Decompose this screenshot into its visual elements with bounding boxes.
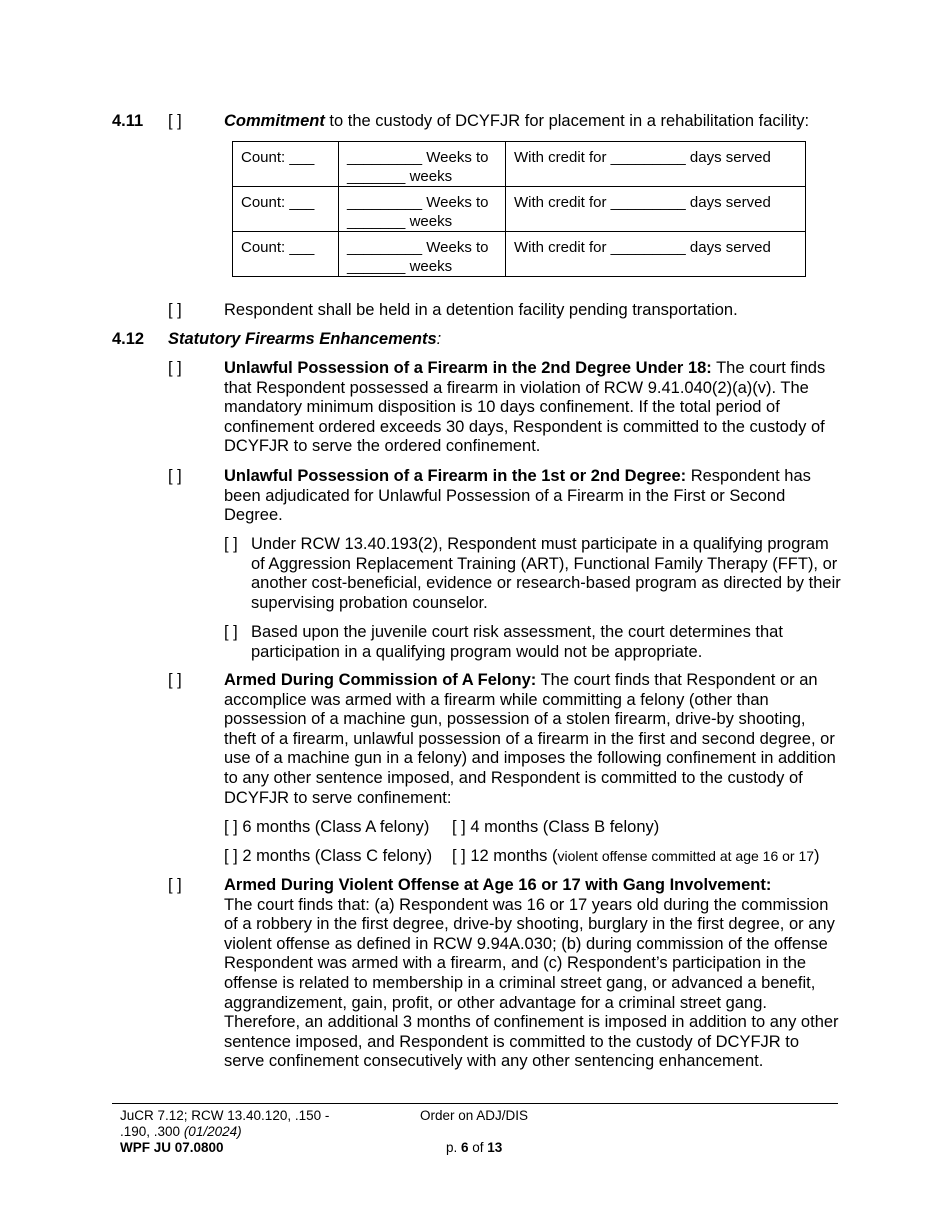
table-row [233, 232, 806, 277]
footer-rule-date: (01/2024) [183, 1124, 242, 1139]
checkbox-gang-involvement[interactable]: [ ] [168, 876, 182, 894]
checkbox-detention[interactable]: [ ] [168, 301, 182, 319]
weeks-cell[interactable]: _________ Weeks to _______ weeks [339, 187, 506, 232]
upf-2nd-under-18-heading: Unlawful Possession of a Firearm in the 2nd Degree Under 18: [224, 359, 712, 377]
armed-felony-paragraph [224, 671, 840, 808]
firearms-title-colon: : [436, 330, 442, 348]
armed-felony-text: The court finds that Respondent or an accomplice was armed with a firearm while committing a felony (other than possession of a machine gun, possession of a stolen firearm, drive-by shooting, theft of a firearm, unlawful possession of a firearm in the first and second degree, or use of a machine gun in a felony) and imposes the following confinement in addition to any other sentence imposed, and Respondent is committed to the custody of DCYFJR to serve confinement: [224, 671, 836, 807]
footer-page-total: 13 [487, 1140, 503, 1155]
upf-2nd-under-18-text: The court finds that Respondent possessed a firearm in violation of RCW 9.41.040(2)(a)(v). The mandatory minimum disposition is 10 days confinement. If the total period of confinement ordered exceeds 30 days, Respondent is committed to the custody of DCYFJR to serve the ordered confinement. [224, 359, 826, 456]
footer-rule-citation [120, 1108, 329, 1156]
weeks-cell[interactable]: _________ Weeks to _______ weeks [339, 142, 506, 187]
checkbox-program-not-appropriate[interactable]: [ ] [224, 623, 238, 641]
option-class-b[interactable]: [ ] 4 months (Class B felony) [452, 818, 660, 836]
credit-cell[interactable]: With credit for _________ days served [506, 142, 806, 187]
credit-cell[interactable]: With credit for _________ days served [506, 187, 806, 232]
option-class-c[interactable]: [ ] 2 months (Class C felony) [224, 847, 433, 865]
count-cell[interactable]: Count: ___ [233, 142, 339, 187]
credit-cell[interactable]: With credit for _________ days served [506, 232, 806, 277]
table-row [233, 142, 806, 187]
upf-1st-2nd-paragraph [224, 467, 840, 526]
checkbox-qualifying-program[interactable]: [ ] [224, 535, 238, 553]
table-row [233, 187, 806, 232]
qualifying-program-text: Under RCW 13.40.193(2), Respondent must participate in a qualifying program of Aggression Replacement Training (ART), Functional Family Therapy (FFT), or another cost-beneficial, evidence or research-based program as directed by their supervising probation counselor. [251, 535, 841, 612]
checkbox-commitment[interactable]: [ ] [168, 112, 182, 130]
upf-1st-2nd-text: Respondent has been adjudicated for Unlawful Possession of a Firearm in the First or Second Degree. [224, 467, 811, 525]
count-cell[interactable]: Count: ___ [233, 187, 339, 232]
weeks-cell[interactable]: _________ Weeks to _______ weeks [339, 232, 506, 277]
option-12-months-close: ) [814, 847, 820, 865]
footer-page-prefix: p. [446, 1140, 462, 1155]
firearms-heading [168, 330, 441, 350]
footer-form-number: WPF JU 07.0800 [120, 1140, 224, 1155]
commitment-text: to the custody of DCYFJR for placement in a rehabilitation facility: [324, 112, 810, 130]
footer-page-current: 6 [461, 1140, 469, 1155]
footer-page-of: of [468, 1140, 488, 1155]
armed-felony-heading: Armed During Commission of A Felony: [224, 671, 537, 689]
upf-1st-2nd-heading: Unlawful Possession of a Firearm in the 1st or 2nd Degree: [224, 467, 687, 485]
footer-form-title: Order on ADJ/DIS [420, 1108, 529, 1123]
footer-rule-line1: JuCR 7.12; RCW 13.40.120, .150 - [120, 1108, 330, 1123]
detention-text: Respondent shall be held in a detention facility pending transportation. [224, 301, 738, 319]
option-class-a[interactable]: [ ] 6 months (Class A felony) [224, 818, 430, 836]
section-number-4-12: 4.12 [112, 330, 145, 348]
count-cell[interactable]: Count: ___ [233, 232, 339, 277]
commitment-line [224, 112, 840, 132]
commitment-title: Commitment [224, 112, 325, 130]
section-number-4-11: 4.11 [112, 112, 144, 130]
option-12-months-note: violent offense committed at age 16 or 17 [557, 848, 815, 864]
footer-rule-line2: .190, .300 [120, 1124, 184, 1139]
checkbox-upf-1st-2nd[interactable]: [ ] [168, 467, 182, 485]
upf-2nd-under-18-paragraph [224, 359, 840, 457]
gang-involvement-text: The court finds that: (a) Respondent was 16 or 17 years old during the commission of a robbery in the first degree, drive-by shooting, burglary in the first degree, or any violent offense as defined in RCW 9.94A.030; (b) during commission of the offense Respondent was armed with a firearm, and (c) Respondent’s participation in the offense is related to membership in a criminal street gang, or advanced a benefit, aggrandizement, gain, profit, or other advantage for a criminal street gang. Therefore, an additional 3 months of confinement is imposed in addition to any other sentence imposed, and Respondent is committed to the custody of DCYFJR to serve confinement consecutively with any other sentencing enhancement. [224, 895, 839, 1071]
gang-involvement-paragraph [224, 876, 840, 1072]
footer-rule-line2-wrap [120, 1124, 329, 1140]
option-12-months-label: [ ] 12 months ( [452, 847, 558, 865]
gang-involvement-heading: Armed During Violent Offense at Age 16 or 17 with Gang Involvement: [224, 876, 772, 894]
program-not-appropriate-text: Based upon the juvenile court risk assessment, the court determines that participation in a qualifying program would not be appropriate. [251, 623, 783, 661]
checkbox-armed-felony[interactable]: [ ] [168, 671, 182, 689]
footer-divider [112, 1103, 838, 1104]
footer-page-number [446, 1140, 502, 1156]
option-12-months[interactable] [452, 847, 820, 867]
firearms-title: Statutory Firearms Enhancements [168, 330, 437, 348]
commitment-counts-table [232, 141, 806, 277]
checkbox-upf-2nd-under-18[interactable]: [ ] [168, 359, 182, 377]
